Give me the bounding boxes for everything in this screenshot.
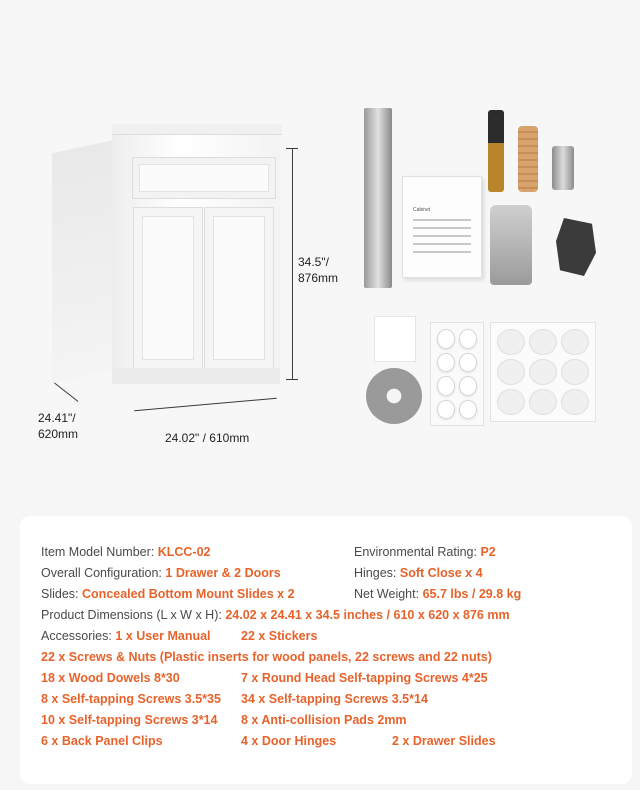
model-label: Item Model Number: (41, 545, 155, 559)
weight-value: 65.7 lbs / 29.8 kg (422, 587, 522, 601)
drawer-slide-rail (364, 108, 392, 288)
height-dimension-line (292, 148, 293, 380)
anti-collision-pads (430, 322, 484, 426)
acc-wood-dowels: 18 x Wood Dowels 8*30 (41, 671, 180, 685)
depth-dimension-label (38, 410, 78, 442)
acc-drawer-slides: 2 x Drawer Slides (392, 734, 496, 748)
cabinet-top (112, 124, 282, 135)
cover-stickers (490, 322, 596, 422)
spec-accessories (41, 628, 211, 644)
cabinet-door-left (133, 207, 203, 369)
user-manual (402, 176, 482, 278)
spec-slides (41, 586, 295, 602)
env-label: Environmental Rating: (354, 545, 477, 559)
acc-stickers: 22 x Stickers (241, 629, 318, 643)
hinges-value: Soft Close x 4 (399, 566, 483, 580)
back-panel-clip (556, 218, 596, 276)
spec-model (41, 544, 211, 560)
height-inches: 34.5"/ (298, 255, 329, 269)
acc-user-manual: 1 x User Manual (115, 629, 211, 643)
acc-round-head-screws: 7 x Round Head Self-tapping Screws 4*25 (241, 671, 488, 685)
weight-label: Net Weight: (354, 587, 420, 601)
dims-value: 24.02 x 24.41 x 34.5 inches / 610 x 620 x 876 mm (225, 608, 510, 622)
accessories-label: Accessories: (41, 629, 112, 643)
width-dimension-line (134, 398, 277, 411)
door-hinge (490, 205, 532, 285)
spec-weight (354, 586, 521, 602)
acc-self-tapping-3-5x14: 34 x Self-tapping Screws 3.5*14 (241, 692, 428, 706)
slides-value: Concealed Bottom Mount Slides x 2 (82, 587, 295, 601)
manual-title: Cabinet (413, 207, 431, 213)
spec-env (354, 544, 496, 560)
spec-hinges (354, 565, 483, 581)
config-value: 1 Drawer & 2 Doors (165, 566, 281, 580)
hinges-label: Hinges: (354, 566, 397, 580)
acc-self-tapping-3x14: 10 x Self-tapping Screws 3*14 (41, 713, 218, 727)
depth-inches: 24.41"/ (38, 411, 76, 425)
self-tapping-screws-disc (366, 368, 422, 424)
acc-screws-nuts: 22 x Screws & Nuts (Plastic inserts for wood panels, 22 screws and 22 nuts) (41, 650, 492, 664)
depth-dimension-line (54, 383, 78, 402)
acc-back-panel-clips: 6 x Back Panel Clips (41, 734, 163, 748)
acc-anti-collision-pads: 8 x Anti-collision Pads 2mm (241, 713, 407, 727)
spec-card (20, 516, 632, 784)
slides-label: Slides: (41, 587, 79, 601)
height-tick-bottom (286, 379, 298, 380)
config-label: Overall Configuration: (41, 566, 162, 580)
height-mm: 876mm (298, 271, 339, 285)
spec-config (41, 565, 281, 581)
sticker-pack (374, 316, 416, 362)
cabinet-door-right (204, 207, 274, 369)
cabinet-drawer (132, 157, 276, 199)
height-tick-top (286, 148, 298, 149)
acc-self-tapping-3-5x35: 8 x Self-tapping Screws 3.5*35 (41, 692, 221, 706)
cabinet-toe-kick (112, 368, 280, 384)
screw-and-nut (488, 110, 504, 192)
wood-dowel (518, 126, 538, 192)
acc-door-hinges: 4 x Door Hinges (241, 734, 337, 748)
spec-dimensions (41, 607, 510, 623)
width-dimension-label: 24.02" / 610mm (165, 431, 250, 445)
height-dimension-label (298, 254, 338, 286)
metal-connector (552, 146, 574, 190)
cabinet-side-panel (52, 140, 114, 383)
env-value: P2 (480, 545, 496, 559)
depth-mm: 620mm (38, 427, 79, 441)
model-value: KLCC-02 (157, 545, 211, 559)
dims-label: Product Dimensions (L x W x H): (41, 608, 222, 622)
